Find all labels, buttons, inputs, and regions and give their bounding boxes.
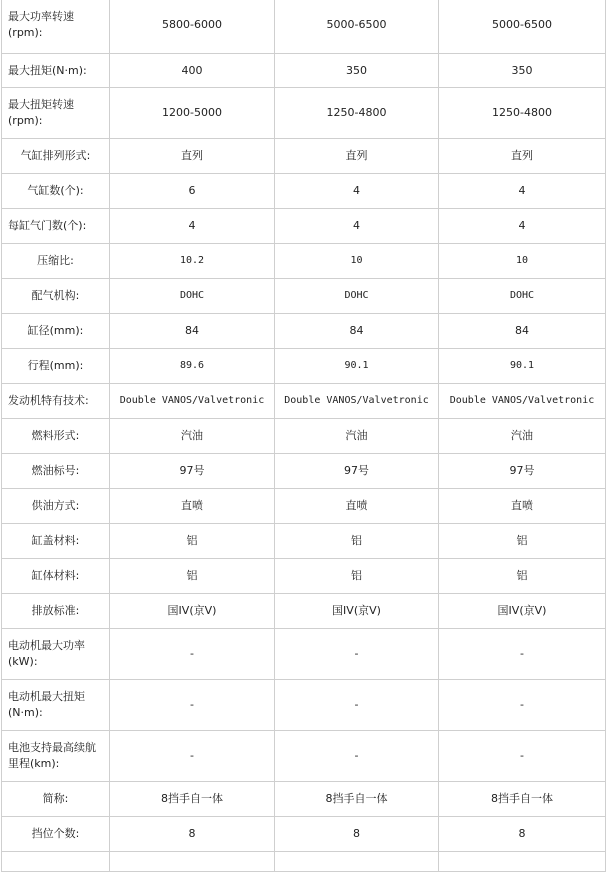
row-value: - — [110, 680, 275, 731]
row-value: Double VANOS/Valvetronic — [439, 384, 606, 419]
row-value: 直列 — [439, 139, 606, 174]
row-value: - — [110, 629, 275, 680]
row-value: 国IV(京V) — [439, 594, 606, 629]
table-row — [2, 54, 606, 88]
row-value: 6 — [110, 174, 275, 209]
row-label: 最大扭矩转速(rpm): — [2, 88, 110, 139]
row-value: 10.2 — [110, 244, 275, 279]
row-value: - — [275, 731, 439, 782]
row-value: 97号 — [110, 454, 275, 489]
table-row — [2, 209, 606, 244]
row-value: - — [439, 629, 606, 680]
table-row — [2, 0, 606, 54]
table-row — [2, 524, 606, 559]
row-label: 电池支持最高续航里程(km): — [2, 731, 110, 782]
row-value: 10 — [439, 244, 606, 279]
row-value: 汽油 — [110, 419, 275, 454]
row-value: 89.6 — [110, 349, 275, 384]
row-value: 5000-6500 — [275, 0, 439, 54]
table-row — [2, 174, 606, 209]
row-value: 5000-6500 — [439, 0, 606, 54]
row-value: Double VANOS/Valvetronic — [275, 384, 439, 419]
row-label: 缸体材料: — [2, 559, 110, 594]
table-row — [2, 349, 606, 384]
row-value: 铝 — [275, 559, 439, 594]
row-value: 4 — [275, 209, 439, 244]
row-value: - — [275, 629, 439, 680]
row-value: 90.1 — [439, 349, 606, 384]
row-value: 铝 — [439, 559, 606, 594]
row-value: 国IV(京V) — [110, 594, 275, 629]
row-value: 1200-5000 — [110, 88, 275, 139]
row-value: 97号 — [275, 454, 439, 489]
row-value: 1250-4800 — [275, 88, 439, 139]
row-value: 铝 — [110, 559, 275, 594]
row-value: 汽油 — [439, 419, 606, 454]
row-label: 发动机特有技术: — [2, 384, 110, 419]
row-value: - — [110, 731, 275, 782]
row-label: 最大扭矩(N·m): — [2, 54, 110, 88]
row-value: 直列 — [110, 139, 275, 174]
table-row — [2, 559, 606, 594]
table-row — [2, 454, 606, 489]
row-value: 直喷 — [275, 489, 439, 524]
row-value: - — [439, 680, 606, 731]
row-value: - — [439, 731, 606, 782]
table-row — [2, 419, 606, 454]
row-value: 铝 — [275, 524, 439, 559]
row-value: 汽油 — [275, 419, 439, 454]
row-value: 4 — [110, 209, 275, 244]
row-label: 气缸数(个): — [2, 174, 110, 209]
row-value: 直喷 — [439, 489, 606, 524]
row-value: 国IV(京V) — [275, 594, 439, 629]
row-value: 4 — [275, 174, 439, 209]
table-row — [2, 680, 606, 731]
row-value: 4 — [439, 209, 606, 244]
table-row — [2, 817, 606, 852]
row-value: 400 — [110, 54, 275, 88]
table-row — [2, 731, 606, 782]
row-label: 缸盖材料: — [2, 524, 110, 559]
row-value: Double VANOS/Valvetronic — [110, 384, 275, 419]
row-value: 铝 — [110, 524, 275, 559]
spec-table-body — [2, 0, 606, 872]
table-row — [2, 629, 606, 680]
row-label: 压缩比: — [2, 244, 110, 279]
row-value: 直列 — [275, 139, 439, 174]
row-value: 4 — [439, 174, 606, 209]
row-value: 350 — [275, 54, 439, 88]
table-row — [2, 279, 606, 314]
row-value: DOHC — [110, 279, 275, 314]
table-row — [2, 384, 606, 419]
row-value: 8 — [275, 817, 439, 852]
row-label: 每缸气门数(个): — [2, 209, 110, 244]
row-value: 8挡手自一体 — [439, 782, 606, 817]
row-value: 1250-4800 — [439, 88, 606, 139]
row-value: 8 — [110, 817, 275, 852]
table-row — [2, 244, 606, 279]
row-label: 简称: — [2, 782, 110, 817]
row-value: 直喷 — [110, 489, 275, 524]
table-row — [2, 594, 606, 629]
table-row — [2, 314, 606, 349]
row-label: 行程(mm): — [2, 349, 110, 384]
row-value: 84 — [110, 314, 275, 349]
row-value: - — [275, 680, 439, 731]
table-row — [2, 489, 606, 524]
row-value: DOHC — [439, 279, 606, 314]
row-value: 84 — [439, 314, 606, 349]
row-value: 铝 — [439, 524, 606, 559]
spec-table — [1, 0, 606, 872]
row-label: 最大功率转速(rpm): — [2, 0, 110, 54]
row-value: 84 — [275, 314, 439, 349]
row-value: 8挡手自一体 — [275, 782, 439, 817]
row-label: 挡位个数: — [2, 817, 110, 852]
row-label: 排放标准: — [2, 594, 110, 629]
row-value: 10 — [275, 244, 439, 279]
table-row — [2, 782, 606, 817]
table-row — [2, 88, 606, 139]
row-value: 90.1 — [275, 349, 439, 384]
row-label: 配气机构: — [2, 279, 110, 314]
row-value: DOHC — [275, 279, 439, 314]
row-label: 燃料形式: — [2, 419, 110, 454]
row-value: 5800-6000 — [110, 0, 275, 54]
row-label: 供油方式: — [2, 489, 110, 524]
row-label: 电动机最大扭矩(N·m): — [2, 680, 110, 731]
row-label: 电动机最大功率(kW): — [2, 629, 110, 680]
row-value: 350 — [439, 54, 606, 88]
table-row — [2, 139, 606, 174]
row-label: 气缸排列形式: — [2, 139, 110, 174]
row-label: 缸径(mm): — [2, 314, 110, 349]
row-label: 燃油标号: — [2, 454, 110, 489]
row-value: 97号 — [439, 454, 606, 489]
row-value: 8 — [439, 817, 606, 852]
row-value: 8挡手自一体 — [110, 782, 275, 817]
